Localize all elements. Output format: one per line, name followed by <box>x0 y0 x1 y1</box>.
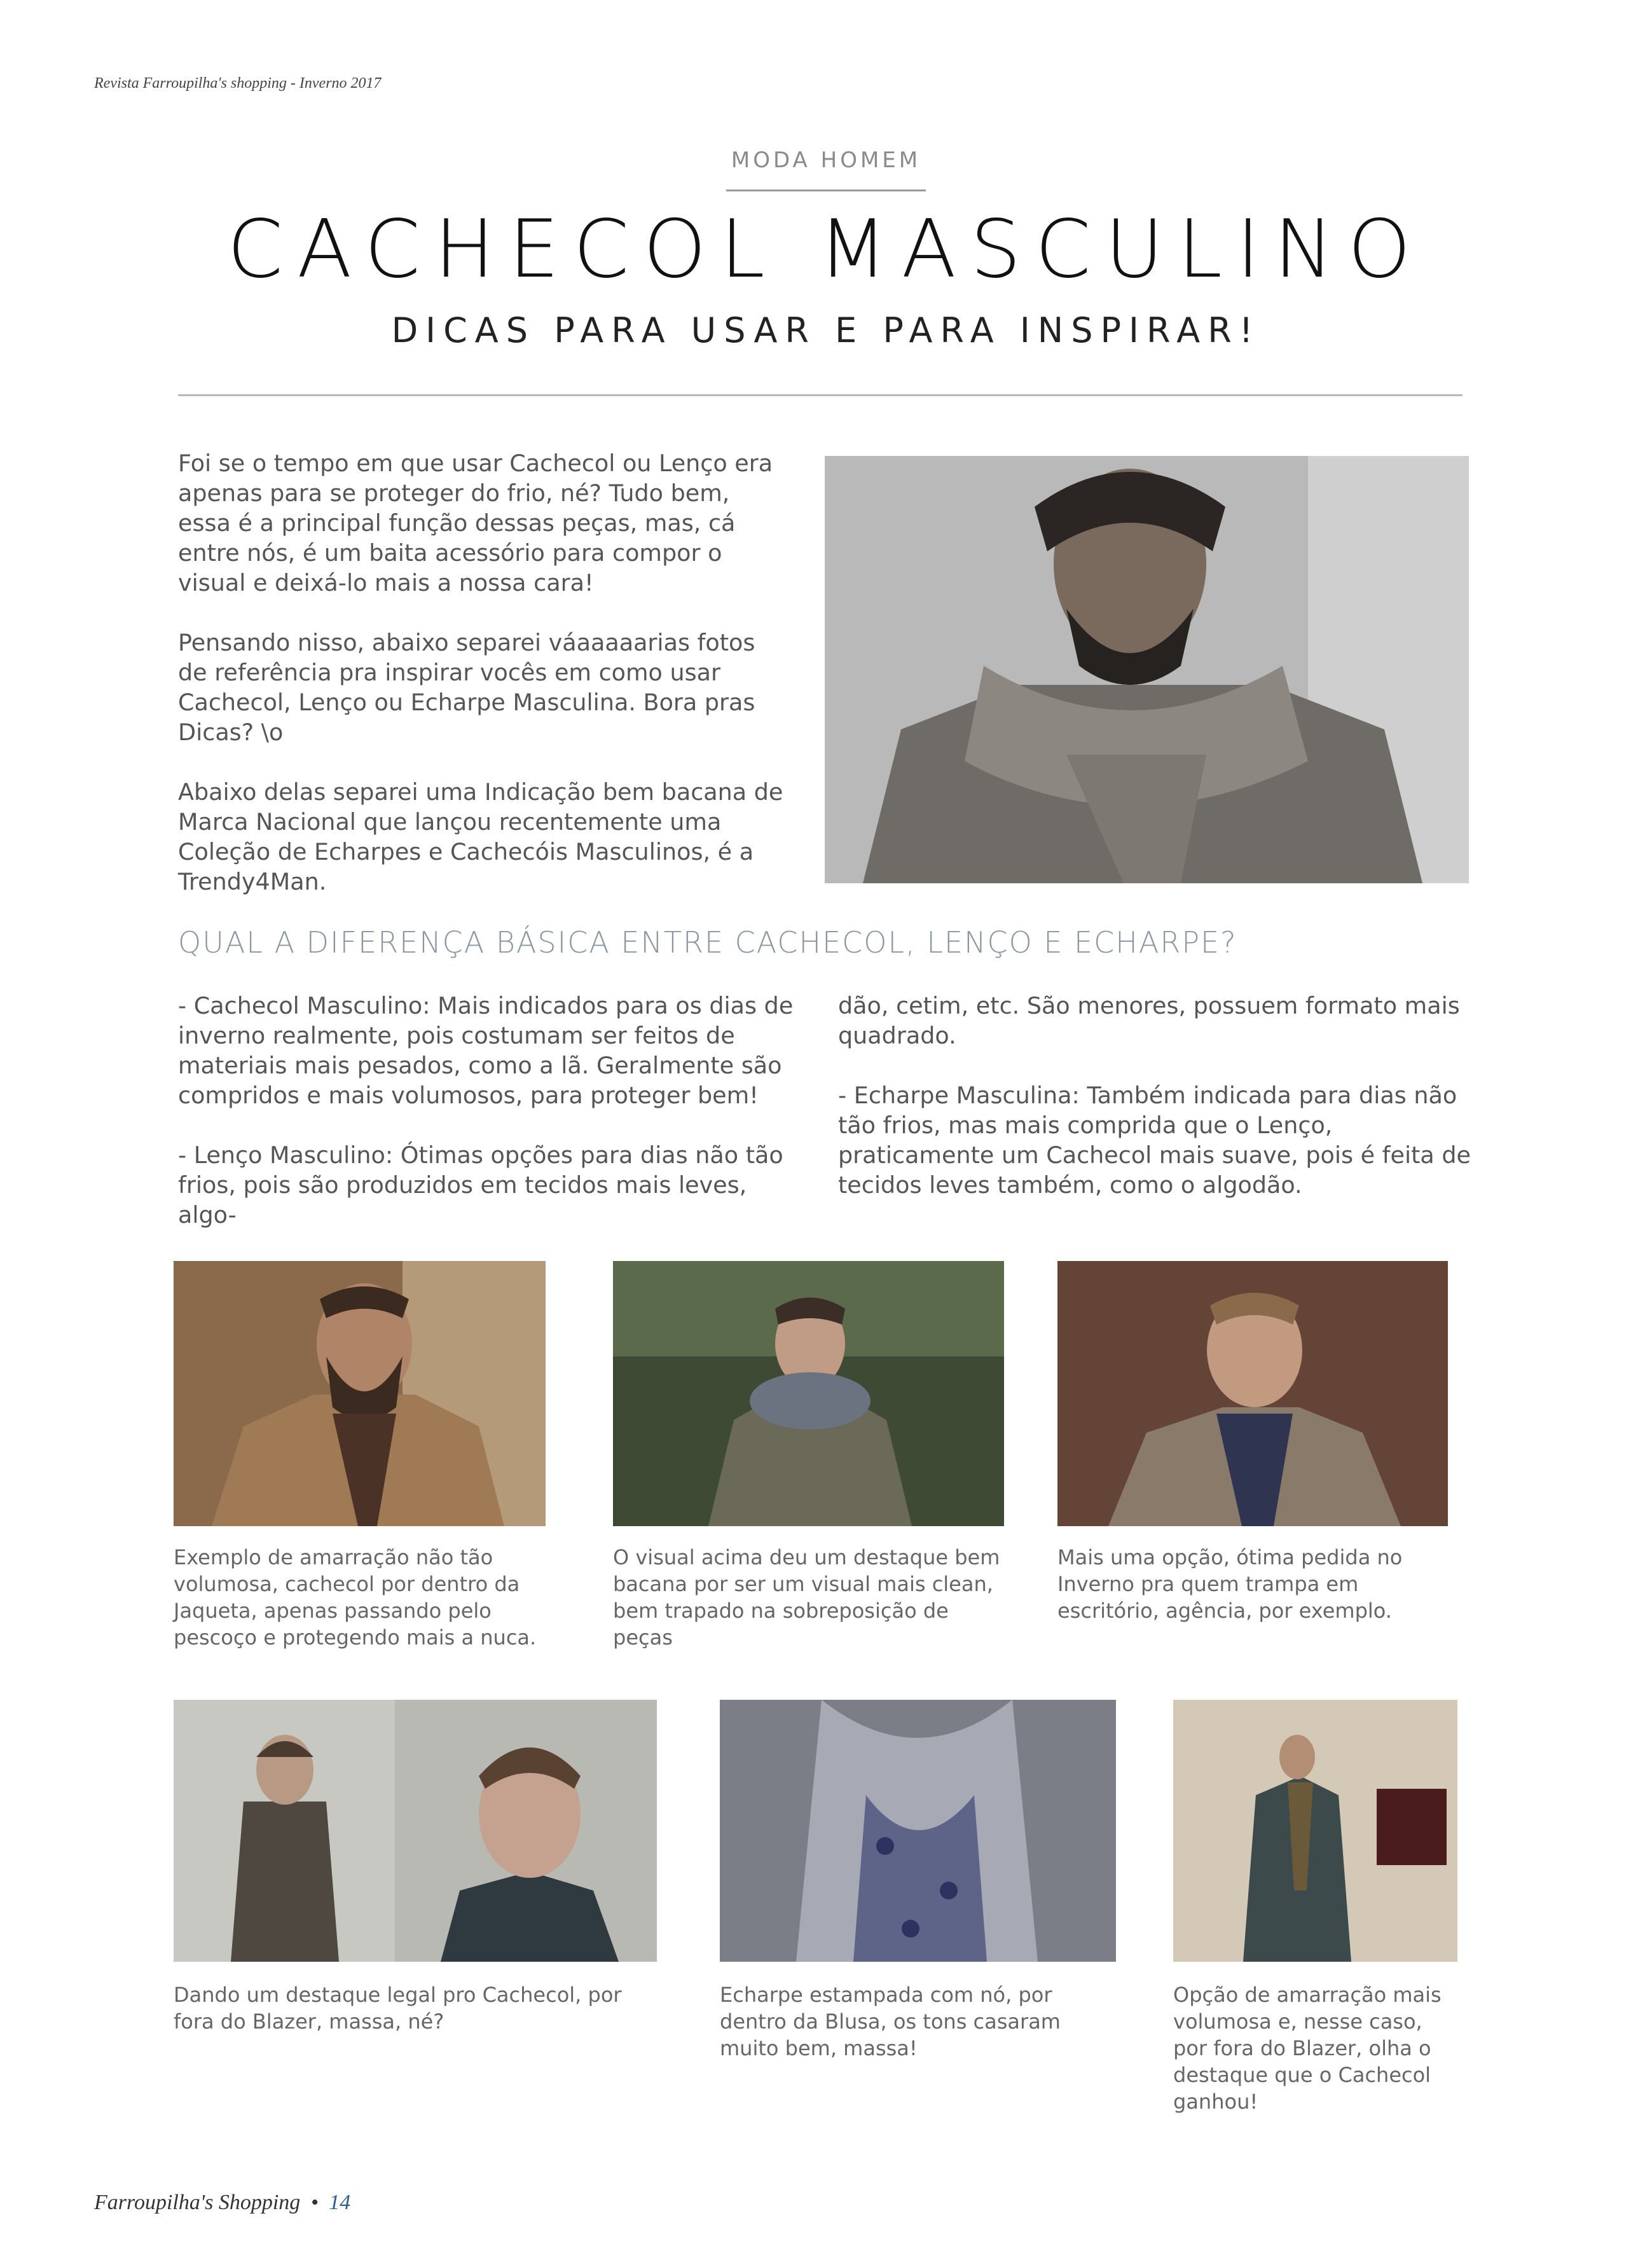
page-number: 14 <box>329 2191 351 2214</box>
title-divider <box>178 394 1463 396</box>
left-text-column <box>178 991 808 1260</box>
section-tag: MODA HOMEM <box>731 148 921 173</box>
gallery-photo-printed-echarpe <box>720 1700 1116 1962</box>
caption-1: Exemplo de amarração não tão volumosa, cachecol por dentro da Jaqueta, apenas passando pelo pescoço e protegendo mais a nuca. <box>174 1545 537 1650</box>
intro-text <box>178 448 788 927</box>
difference-question-heading: QUAL A DIFERENÇA BÁSICA ENTRE CACHECOL, LENÇO E ECHARPE? <box>178 925 1237 960</box>
caption-4: Dando um destaque legal pro Cachecol, por fora do Blazer, massa, né? <box>174 1983 622 2034</box>
column-paragraph: dão, cetim, etc. São menores, possuem formato mais quadrado. <box>838 992 1460 1049</box>
footer <box>94 2191 350 2215</box>
gallery-photo-illustration <box>720 1700 1116 1962</box>
gallery-photo-blazer-scarf <box>1057 1261 1448 1526</box>
gallery-photo-illustration <box>1173 1700 1457 1962</box>
caption-5: Echarpe estampada com nó, por dentro da Blusa, os tons casaram muito bem, massa! <box>720 1983 1061 2060</box>
caption-2: O visual acima deu um destaque bem bacana por ser um visual mais clean, bem trapado na sobreposição de peças <box>613 1545 1000 1650</box>
intro-paragraph: Pensando nisso, abaixo separei váaaaaarias fotos de referência pra inspirar vocês em como usar Cachecol, Lenço ou Echarpe Masculina. Bora pras Dicas? \o <box>178 629 755 746</box>
gallery-photo-grey-snood <box>613 1261 1004 1526</box>
caption-6: Opção de amarração mais volumosa e, nesse caso, por fora do Blazer, olha o destaque que o Cachecol ganhou! <box>1173 1983 1442 2114</box>
article-subtitle: DICAS PARA USAR E PARA INSPIRAR! <box>391 310 1261 350</box>
caption-3: Mais uma opção, ótima pedida no Inverno pra quem trampa em escritório, agência, por exemplo. <box>1057 1545 1403 1623</box>
footer-bullet: • <box>310 2191 319 2214</box>
gallery-photo-studio-blazer <box>1173 1700 1457 1962</box>
column-paragraph: - Lenço Masculino: Ótimas opções para dias não tão frios, pois são produzidos em tecidos mais leves, algo- <box>178 1141 783 1229</box>
gallery-photo-illustration <box>174 1700 657 1962</box>
article-title: CACHECOL MASCULINO <box>227 202 1425 296</box>
gallery-photo-illustration <box>174 1261 546 1526</box>
right-text-column <box>838 991 1471 1230</box>
hero-photo <box>825 456 1469 883</box>
section-tag-underline <box>726 189 926 191</box>
footer-publication: Farroupilha's Shopping <box>94 2191 301 2214</box>
column-paragraph: - Cachecol Masculino: Mais indicados para os dias de inverno realmente, pois costumam ser feitos de materiais mais pesados, como a lã. Geralmente são compridos e mais volumosos, para proteger bem! <box>178 992 794 1109</box>
intro-paragraph: Foi se o tempo em que usar Cachecol ou Lenço era apenas para se proteger do frio, né? Tudo bem, essa é a principal função dessas peças, mas, cá entre nós, é um baita acessório para compor o visual e deixá-lo mais a nossa cara! <box>178 450 773 596</box>
gallery-photo-illustration <box>613 1261 1004 1526</box>
column-paragraph: - Echarpe Masculina: Também indicada para dias não tão frios, mas mais comprida que o Lenço, praticamente um Cachecol mais suave, pois é feita de tecidos leves também, como o algodão. <box>838 1082 1471 1199</box>
intro-paragraph: Abaixo delas separei uma Indicação bem bacana de Marca Nacional que lançou recentemente uma Coleção de Echarpes e Cachecóis Masculinos, é a Trendy4Man. <box>178 778 783 895</box>
gallery-photo-beanie-split <box>174 1700 657 1962</box>
gallery-photo-bearded-man-jacket <box>174 1261 546 1526</box>
gallery-photo-illustration <box>1057 1261 1448 1526</box>
magazine-header-note: Revista Farroupilha's shopping - Inverno 2017 <box>94 75 382 92</box>
hero-photo-illustration <box>825 456 1469 883</box>
